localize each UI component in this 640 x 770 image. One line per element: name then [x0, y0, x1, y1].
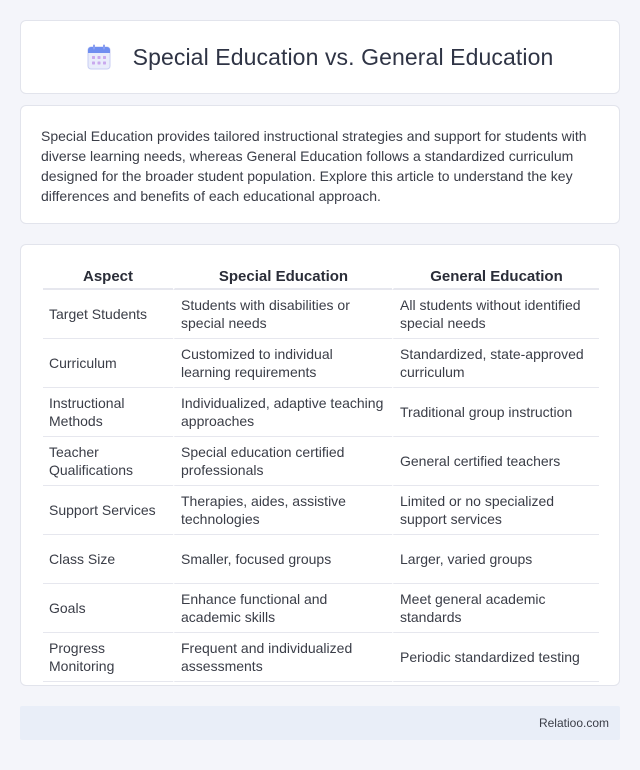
aspect-cell: Support Services	[43, 486, 173, 535]
general-cell: All students without identified special needs	[392, 290, 599, 339]
general-cell: Limited or no specialized support services	[392, 486, 599, 535]
general-cell: Periodic standardized testing	[392, 633, 599, 682]
table-row	[43, 486, 599, 535]
special-cell: Special education certified professionals	[173, 437, 392, 486]
table-row	[43, 584, 599, 633]
comparison-card	[20, 244, 620, 686]
title-card	[20, 20, 620, 94]
aspect-cell: Goals	[43, 584, 173, 633]
header-special-education: Special Education	[173, 265, 392, 290]
general-cell: Traditional group instruction	[392, 388, 599, 437]
aspect-cell: Target Students	[43, 290, 173, 339]
intro-card	[20, 105, 620, 224]
aspect-cell: Instructional Methods	[43, 388, 173, 437]
special-cell: Individualized, adaptive teaching approaches	[173, 388, 392, 437]
special-cell: Customized to individual learning requirements	[173, 339, 392, 388]
aspect-cell: Progress Monitoring	[43, 633, 173, 682]
general-cell: General certified teachers	[392, 437, 599, 486]
table-row	[43, 437, 599, 486]
aspect-cell: Curriculum	[43, 339, 173, 388]
comparison-table	[43, 265, 599, 682]
title-row	[87, 44, 554, 71]
footer-bar	[20, 706, 620, 740]
aspect-cell: Teacher Qualifications	[43, 437, 173, 486]
special-cell: Enhance functional and academic skills	[173, 584, 392, 633]
special-cell: Smaller, focused groups	[173, 535, 392, 584]
page-title: Special Education vs. General Education	[132, 43, 554, 70]
footer-site-link[interactable]: Relatioo.com	[538, 716, 609, 730]
table-row	[43, 535, 599, 584]
special-cell: Students with disabilities or special needs	[173, 290, 392, 339]
table-row	[43, 633, 599, 682]
intro-paragraph: Special Education provides tailored instructional strategies and support for students with diverse learning needs, whereas General Education follows a standardized curriculum designed for the broader student population. Explore this article to understand the key differences and benefits of each educational approach.	[41, 128, 587, 204]
special-cell: Frequent and individualized assessments	[173, 633, 392, 682]
table-row	[43, 339, 599, 388]
table-row	[43, 290, 599, 339]
header-general-education: General Education	[392, 265, 599, 290]
general-cell: Standardized, state-approved curriculum	[392, 339, 599, 388]
special-cell: Therapies, aides, assistive technologies	[173, 486, 392, 535]
aspect-cell: Class Size	[43, 535, 173, 584]
general-cell: Larger, varied groups	[392, 535, 599, 584]
calendar-icon	[87, 44, 111, 70]
table-header-row	[43, 265, 599, 290]
header-aspect: Aspect	[43, 265, 173, 290]
general-cell: Meet general academic standards	[392, 584, 599, 633]
table-row	[43, 388, 599, 437]
